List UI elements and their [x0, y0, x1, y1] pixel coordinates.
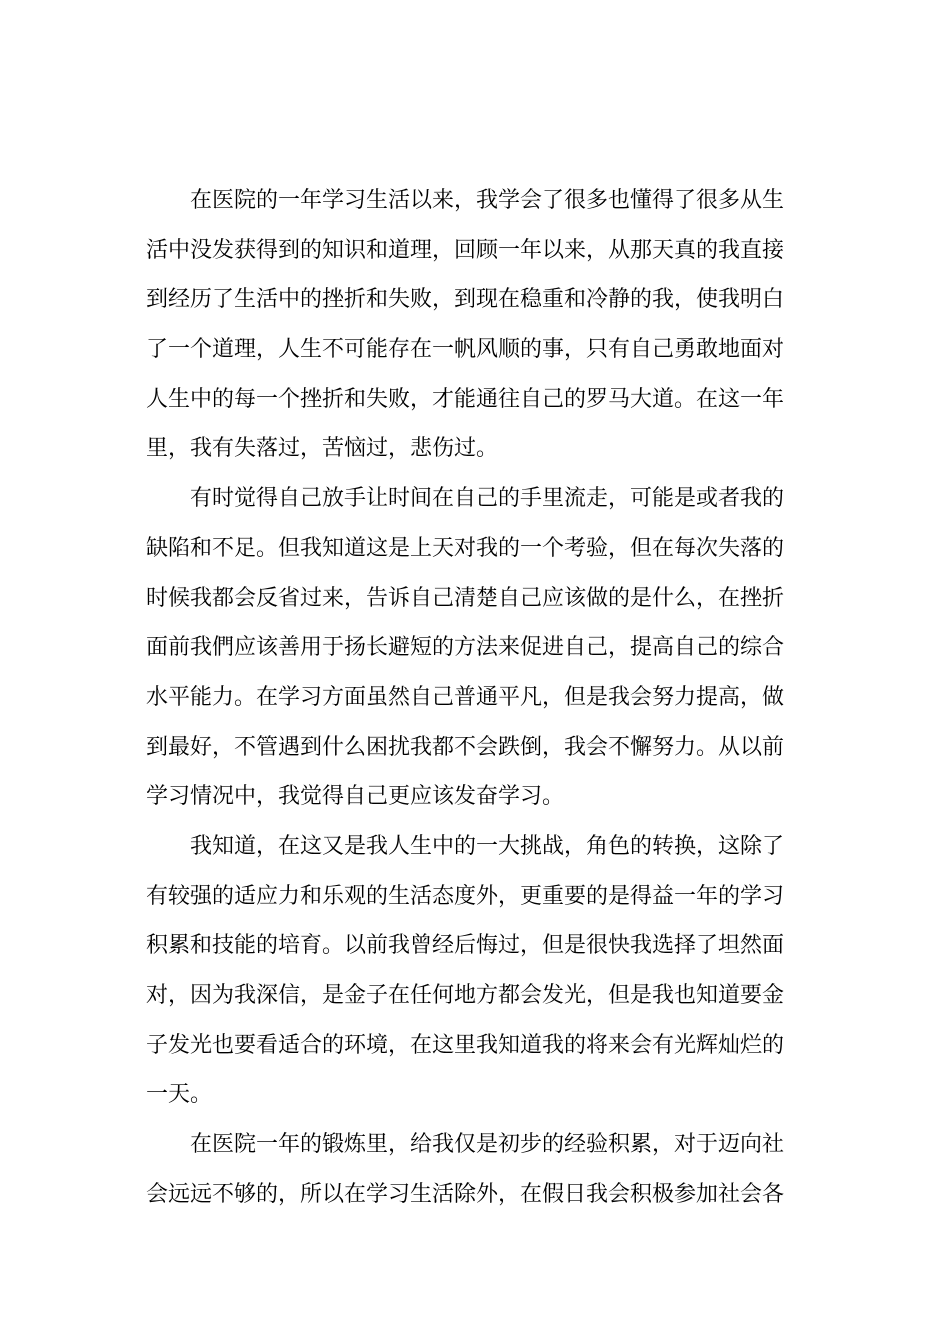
text-line: 有时觉得自己放手让时间在自己的手里流走，可能是或者我的 — [190, 486, 785, 512]
text-line: 有较强的适应力和乐观的生活态度外，更重要的是得益一年的学习 — [146, 883, 785, 909]
text-line: 面前我們应该善用于扬长避短的方法来促进自己，提高自己的综合 — [146, 635, 785, 661]
text-line: 了一个道理，人生不可能存在一帆风顺的事，只有自己勇敢地面对 — [146, 337, 785, 363]
paragraph-4 — [146, 1120, 806, 1219]
text-line: 学习情况中，我觉得自己更应该发奋学习。 — [146, 784, 565, 810]
text-line: 对，因为我深信，是金子在任何地方都会发光，但是我也知道要金 — [146, 983, 785, 1008]
text-line: 积累和技能的培育。以前我曾经后悔过，但是很快我选择了坦然面 — [146, 933, 785, 959]
text-line: 缺陷和不足。但我知道这是上天对我的一个考验，但在每次失落的 — [146, 535, 785, 561]
text-line: 时候我都会反省过来，告诉自己清楚自己应该做的是什么，在挫折 — [146, 585, 785, 611]
document-body — [146, 176, 806, 1219]
text-line: 会远远不够的，所以在学习生活除外，在假日我会积极参加社会各 — [146, 1181, 785, 1207]
text-line: 里，我有失落过，苦恼过，悲伤过。 — [146, 436, 499, 462]
text-line: 人生中的每一个挫折和失败，才能通往自己的罗马大道。在这一年 — [146, 386, 785, 412]
text-line: 到最好，不管遇到什么困扰我都不会跌倒，我会不懈努力。从以前 — [146, 734, 785, 760]
text-line: 活中没发获得到的知识和道理，回顾一年以来，从那天真的我直接 — [146, 237, 785, 263]
text-line: 到经历了生活中的挫折和失败，到现在稳重和冷静的我，使我明白 — [146, 287, 785, 313]
paragraph-1 — [146, 176, 806, 474]
text-line: 水平能力。在学习方面虽然自己普通平凡，但是我会努力提高，做 — [146, 684, 785, 710]
text-line: 在医院的一年学习生活以来，我学会了很多也懂得了很多从生 — [190, 188, 785, 213]
paragraph-3 — [146, 822, 806, 1120]
text-line: 子发光也要看适合的环境，在这里我知道我的将来会有光辉灿烂的 — [146, 1032, 785, 1058]
text-line: 我知道，在这又是我人生中的一大挑战，角色的转换，这除了 — [190, 833, 785, 859]
text-line: 在医院一年的锻炼里，给我仅是初步的经验积累，对于迈向社 — [190, 1132, 785, 1158]
paragraph-2 — [146, 474, 806, 822]
text-line: 一天。 — [146, 1082, 213, 1108]
